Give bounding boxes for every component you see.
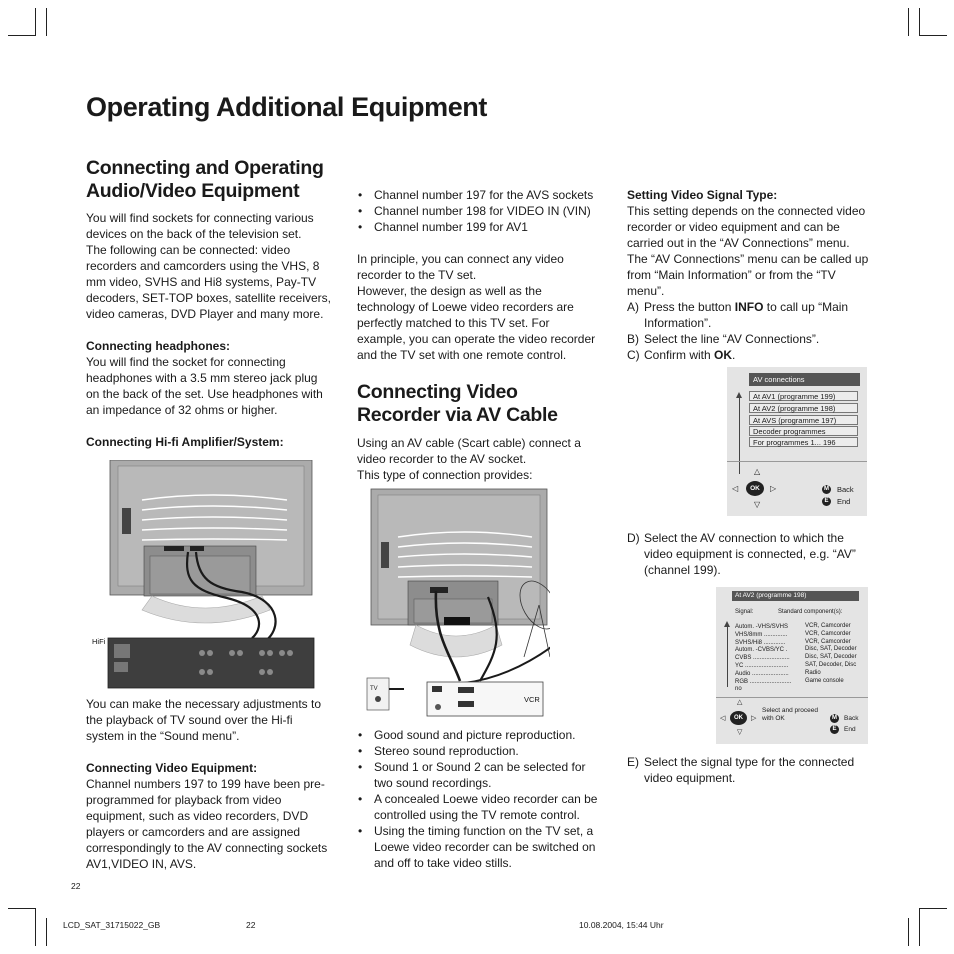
video-equipment-heading: Connecting Video Equipment: (86, 761, 258, 775)
signal-text-2: The “AV Connections” menu can be called up from “Main Information” or from the “TV menu”. (627, 252, 869, 298)
step-c-text-post: . (732, 348, 736, 362)
step-c (627, 347, 871, 363)
left-arrow-icon: ◁ (732, 484, 739, 493)
step-c-letter: C) (627, 348, 640, 362)
ok-key-label: OK (714, 348, 733, 362)
signal-component: Game console (805, 677, 844, 684)
av-menu-item[interactable]: At AV2 (programme 198) (749, 403, 858, 413)
benefit-item: • A concealed Loewe video recorder can be controlled using the TV remote control. (357, 791, 601, 823)
channel-list (357, 187, 601, 235)
footer-timestamp: 10.08.2004, 15:44 Uhr (579, 920, 664, 930)
step-d-block (627, 530, 871, 578)
m-key-icon[interactable]: M (824, 486, 829, 492)
av-menu-scroll-arrow (736, 392, 742, 398)
benefits-block (357, 727, 601, 871)
signal-component: Radio (805, 669, 821, 676)
right-upper-block (627, 187, 871, 363)
back-label: Back (837, 485, 854, 494)
step-d-text: Select the AV connection to which the video equipment is connected, e.g. “AV” (channel 199). (644, 531, 856, 577)
signal-component: SAT, Decoder, Disc (805, 661, 857, 668)
signal-option[interactable]: RGB ......................... (735, 678, 792, 685)
av-cable-intro-2: This type of connection provides: (357, 468, 533, 482)
intro-paragraph-1: You will find sockets for connecting various devices on the back of the television set. (86, 211, 314, 241)
ok-button[interactable]: OK (746, 481, 764, 496)
signal-menu-title: At AV2 (programme 198) (732, 591, 859, 601)
intro-paragraph-2: The following can be connected: video recorders and camcorders using the VHS, 8 mm video, SVHS and Hi8 systems, Pay-TV decoders, SET-TOP boxes, satellite receivers, video cameras, DVD Player and many more. (86, 243, 331, 321)
hifi-connection-diagram (92, 460, 320, 690)
signal-option[interactable]: Audio ...................... (735, 670, 789, 677)
signal-component: Disc, SAT, Decoder (805, 646, 857, 653)
hifi-heading: Connecting Hi-fi Amplifier/System: (86, 435, 284, 449)
step-d-letter: D) (627, 531, 640, 545)
signal-scroll-marker (727, 625, 728, 687)
ok-button[interactable]: OK (730, 711, 747, 725)
right-arrow-icon: ▷ (751, 715, 757, 722)
signal-option[interactable]: YC .......................... (735, 662, 789, 669)
signal-component: Disc, SAT, Decoder (805, 654, 857, 661)
section-heading-av-equipment: Connecting and Operating Audio/Video Equipment (86, 157, 324, 202)
channel-list-item: • Channel number 199 for AV1 (357, 219, 601, 235)
benefit-item: • Using the timing function on the TV set, a Loewe video recorder can be switched on and off to take video stills. (357, 823, 601, 871)
select-proceed-label: Select and proceed with OK (762, 707, 819, 722)
down-arrow-icon: ▽ (754, 500, 761, 509)
step-e-block (627, 754, 871, 786)
step-a (627, 299, 871, 331)
av-menu-item[interactable]: At AV1 (programme 199) (749, 391, 858, 401)
page-number: 22 (71, 881, 81, 891)
signal-text-1: This setting depends on the connected video recorder or video equipment and can be carried out in the “AV Connections” menu. (627, 204, 866, 250)
signal-component: VCR, Camcorder (805, 638, 851, 645)
end-label: End (837, 497, 851, 506)
step-e (627, 754, 871, 786)
signal-type-menu (716, 587, 868, 744)
headphones-text: You will find the socket for connecting headphones with a 3.5 mm stereo jack plug on the back of the set. Use headphones with an impedance of 32 ohms or higher. (86, 355, 323, 417)
step-b (627, 331, 871, 347)
step-e-letter: E) (627, 755, 639, 769)
av-menu-item[interactable]: At AVS (programme 197) (749, 415, 858, 425)
vcr-connection-diagram (364, 487, 550, 719)
right-arrow-icon: ▷ (770, 484, 777, 493)
signal-label: Signal: (735, 609, 754, 615)
info-key-label: INFO (734, 300, 764, 314)
signal-option[interactable]: no (735, 686, 742, 693)
benefit-item: • Stereo sound reproduction. (357, 743, 601, 759)
e-key-icon[interactable]: E (830, 725, 839, 734)
page-title: Operating Additional Equipment (86, 92, 487, 122)
signal-option[interactable]: SVHS/Hi8 ............. (735, 639, 786, 646)
principle-paragraph-1: In principle, you can connect any video recorder to the TV set. (357, 252, 564, 282)
signal-option[interactable]: Autom. -CVBS/YC . (735, 647, 788, 654)
diagram-vcr-label: VCR (524, 695, 540, 704)
av-cable-intro-1: Using an AV cable (Scart cable) connect a video recorder to the AV socket. (357, 436, 581, 466)
signal-menu-divider (716, 697, 868, 698)
signal-components (805, 623, 867, 685)
signal-component: VCR, Camcorder (805, 623, 851, 629)
middle-upper-block (357, 187, 601, 363)
hifi-label: HiFi (92, 637, 106, 646)
footer-filename: LCD_SAT_31715022_GB (63, 920, 161, 930)
step-a-text-pre: Press the button (644, 300, 735, 314)
av-connections-menu (727, 367, 867, 516)
step-c-text-pre: Confirm with (644, 348, 715, 362)
av-menu-scroll-marker (739, 394, 740, 474)
signal-options (735, 624, 807, 694)
left-lower-block (86, 696, 332, 872)
step-a-text-post: to call up “Main Information”. (644, 300, 849, 330)
step-b-text: Select the line “AV Connections”. (644, 332, 820, 346)
diagram-tv-label: TV (370, 686, 378, 692)
av-menu-divider (727, 461, 867, 462)
av-menu-title: AV connections (749, 373, 860, 386)
section-heading-av-cable: Connecting Video Recorder via AV Cable (357, 381, 558, 426)
signal-option[interactable]: VHS/8mm .............. (735, 631, 788, 638)
channel-list-item: • Channel number 197 for the AVS sockets (357, 187, 601, 203)
signal-component: VCR, Camcorder (805, 630, 851, 637)
m-key-icon[interactable]: M (832, 715, 837, 721)
benefits-list (357, 727, 601, 871)
up-arrow-icon: △ (737, 699, 743, 706)
back-label: Back (844, 715, 859, 722)
headphones-heading: Connecting headphones: (86, 339, 230, 353)
av-menu-item[interactable]: Decoder programmes (749, 426, 858, 436)
benefit-item: • Good sound and picture reproduction. (357, 727, 601, 743)
video-equipment-text: Channel numbers 197 to 199 have been pre-programmed for playback from video equipment, such as video recorders, DVD players or camcorders and are assigned correspondingly to the AV connecting sockets AV1,VIDEO IN, AVS. (86, 777, 328, 871)
hifi-text: You can make the necessary adjustments to the playback of TV sound over the Hi-fi system in the “Sound menu”. (86, 697, 322, 743)
step-a-letter: A) (627, 300, 639, 314)
end-label: End (844, 726, 856, 733)
step-e-text: Select the signal type for the connected video equipment. (644, 755, 855, 785)
step-b-letter: B) (627, 332, 639, 346)
benefit-item: • Sound 1 or Sound 2 can be selected for two sound recordings. (357, 759, 601, 791)
up-arrow-icon: △ (754, 467, 761, 476)
footer-page: 22 (246, 920, 256, 930)
signal-type-heading: Setting Video Signal Type: (627, 188, 778, 202)
signal-option[interactable]: Autom. -VHS/SVHS (735, 624, 789, 630)
step-d (627, 530, 871, 578)
left-intro-block (86, 210, 332, 450)
channel-list-item: • Channel number 198 for VIDEO IN (VIN) (357, 203, 601, 219)
av-menu-item[interactable]: For programmes 1... 196 (749, 437, 858, 447)
av-cable-intro (357, 435, 601, 483)
principle-paragraph-2: However, the design as well as the technology of Loewe video recorders are perfectly matched to this TV set. For example, you can operate the video recorder and the TV set with one remote control. (357, 284, 596, 362)
signal-value: Standard component(s): (778, 609, 843, 615)
left-arrow-icon: ◁ (720, 715, 726, 722)
signal-option[interactable]: CVBS ...................... (735, 655, 790, 662)
e-key-icon[interactable]: E (822, 497, 831, 506)
down-arrow-icon: ▽ (737, 729, 743, 736)
